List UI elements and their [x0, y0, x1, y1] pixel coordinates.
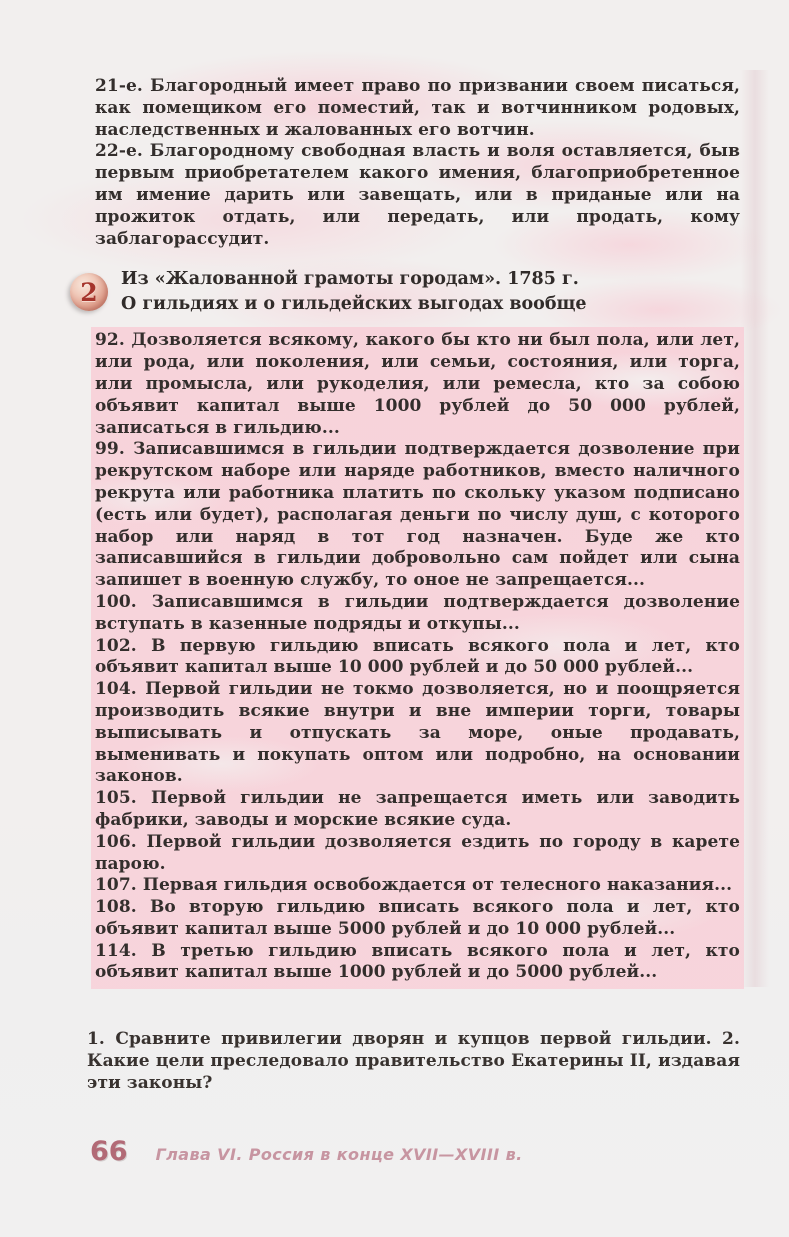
document-subtitle: О гильдиях и о гильдейских выгодах вообще — [121, 294, 587, 315]
excerpt-paragraph-114: 114. В третью гильдию вписать всякого пола и лет, кто объявит капитал выше 1000 рублей и до 5000 рублей... — [95, 940, 740, 983]
chapter-title: Глава VI. Россия в конце XVII—XVIII в. — [155, 1145, 523, 1164]
excerpt-paragraph-104: 104. Первой гильдии не токмо дозволяется, но и поощряется производить всякие внутри и вне империи торги, товары выписывать и отпускать за море, оные продавать, выменивать и покупать оптом или подробно, на основании законов. — [95, 679, 740, 787]
nobility-charter-fragment — [95, 76, 740, 250]
excerpt-paragraph-105: 105. Первой гильдии не запрещается иметь или заводить фабрики, заводы и морские всякие суда. — [95, 788, 740, 830]
excerpt-paragraph-106: 106. Первой гильдии дозволяется ездить по городу в карете парою. — [95, 831, 740, 874]
page-number: 66 — [90, 1136, 128, 1167]
document-header — [70, 267, 740, 317]
page-footer — [90, 1136, 523, 1167]
excerpt-paragraph-92: 92. Дозволяется всякому, какого бы кто ни был пола, или лет, или рода, или поколения, или семьи, состояния, или торга, или промысла, или рукоделия, или ремесла, кто за собою объявит капитал выше 1000 рублей до 50 000 рублей, записаться в гильдию... — [95, 330, 740, 438]
document-title-block — [121, 267, 587, 317]
questions-block — [87, 1029, 740, 1094]
excerpt-paragraph-107: 107. Первая гильдия освобождается от телесного наказания... — [95, 875, 733, 896]
document-title: Из «Жалованной грамоты городам». 1785 г. — [121, 269, 579, 290]
paragraph-21: 21-е. Благородный имеет право по призвании своем писаться, как помещиком его поместий, так и вотчинником родовых, наследственных и жалованных его вотчин. — [95, 76, 740, 140]
document-excerpt — [91, 327, 744, 989]
excerpt-paragraph-102: 102. В первую гильдию вписать всякого пола и лет, кто объявит капитал выше 10 000 рублей и до 50 000 рублей... — [95, 635, 740, 678]
excerpt-paragraph-108: 108. Во вторую гильдию вписать всякого пола и лет, кто объявит капитал выше 5000 рублей и до 10 000 рублей... — [95, 897, 740, 939]
scan-edge-shadow — [741, 70, 769, 987]
questions-text: 1. Сравните привилегии дворян и купцов первой гильдии. 2. Какие цели преследовало правительство Екатерины II, издавая эти законы? — [87, 1029, 740, 1093]
source-number: 2 — [80, 277, 98, 307]
excerpt-paragraph-100: 100. Записавшимся в гильдии подтверждается дозволение вступать в казенные подряды и откупы... — [95, 591, 740, 634]
page-content — [80, 76, 740, 1095]
source-number-badge — [70, 273, 108, 311]
excerpt-paragraph-99: 99. Записавшимся в гильдии подтверждается дозволение при рекрутском наборе или наряде работников, вместо наличного рекрута или работника платить по скольку указом подписано (есть или будет), располагая деньги по числу душ, с которого набор или наряд в тот год назначен. Буде же кто записавшийся в гильдии добровольно сам пойдет или сына запишет в военную службу, то оное не запрещается... — [95, 439, 740, 591]
document-source-block — [80, 267, 740, 989]
paragraph-22: 22-е. Благородному свободная власть и воля оставляется, быв первым приобретателем какого имения, благоприобретенное им имение дарить или завещать, или в приданые или на прожиток отдать, или передать, или продать, кому заблагорассудит. — [95, 141, 740, 249]
